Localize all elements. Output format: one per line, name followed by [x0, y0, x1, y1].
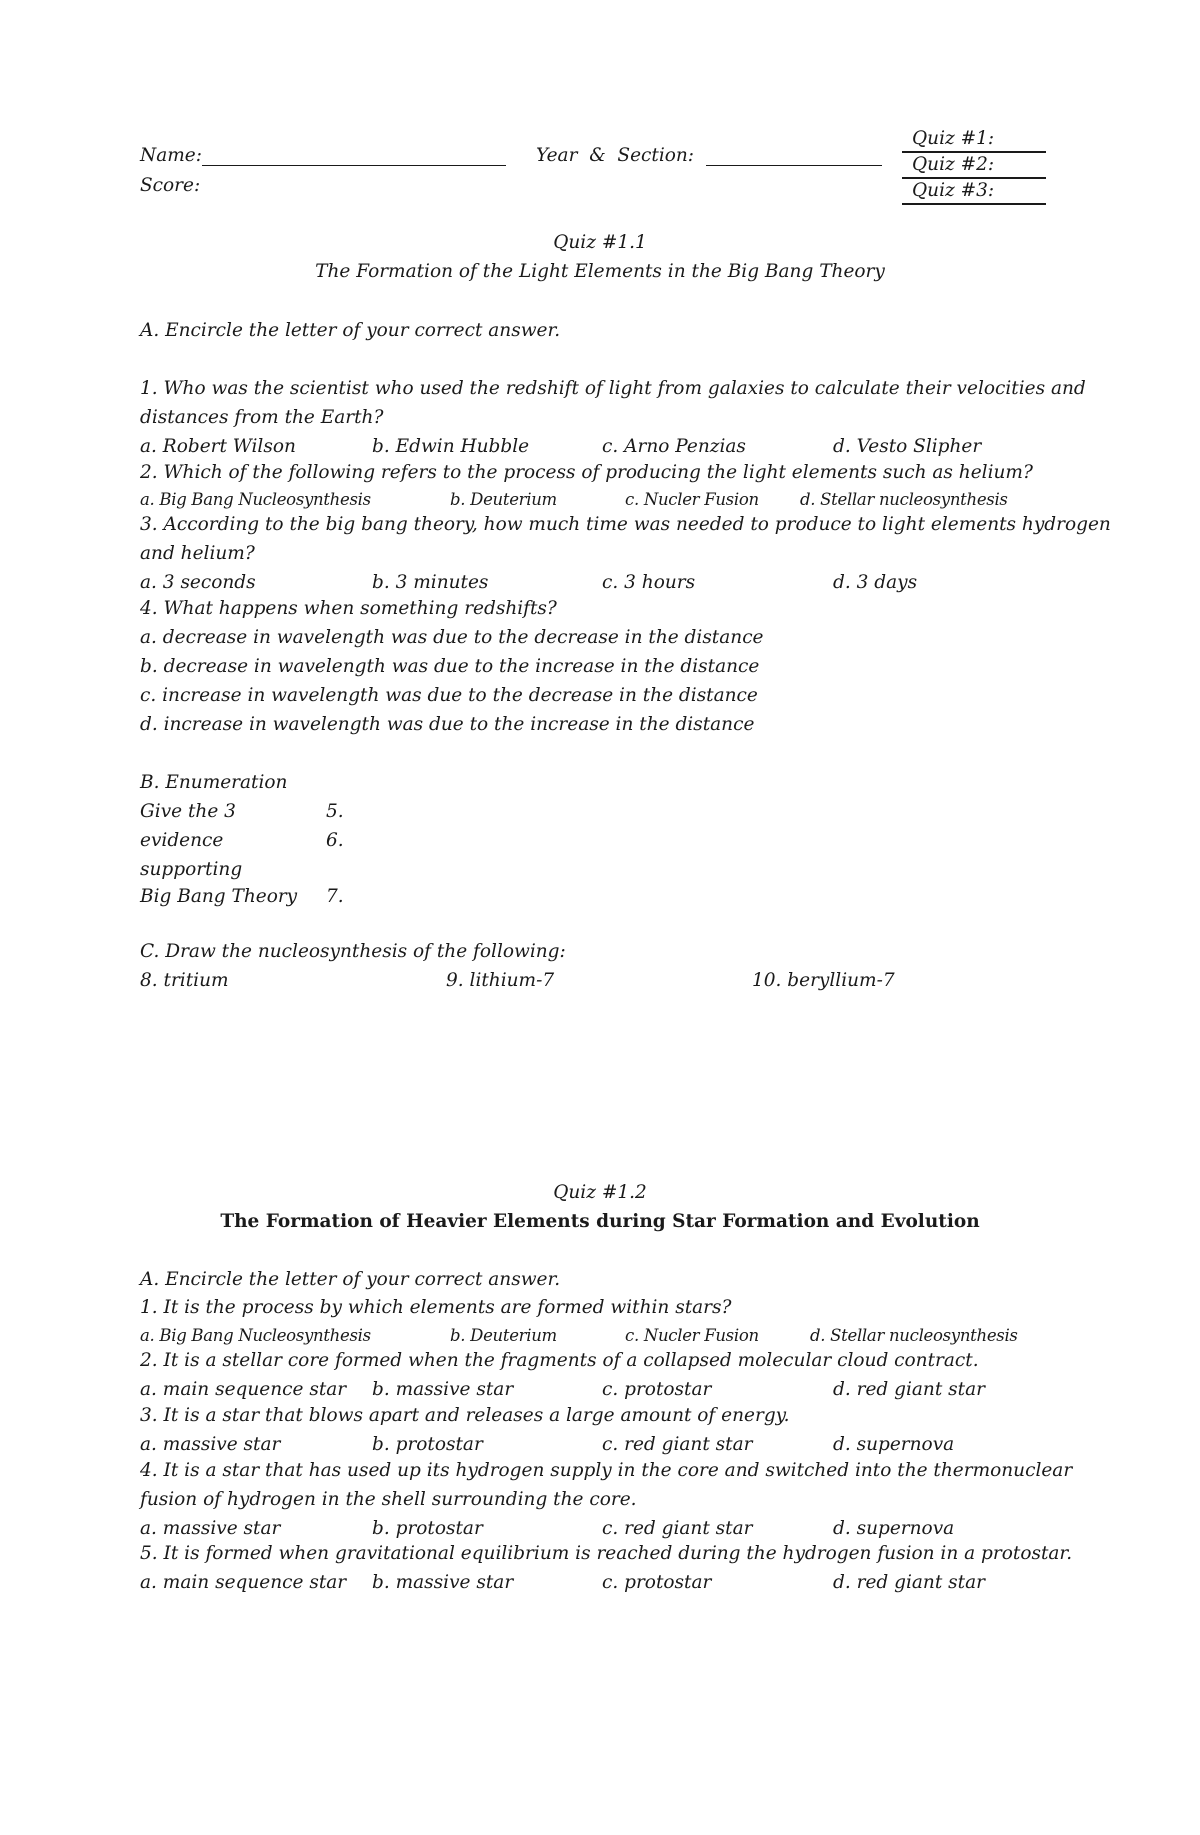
quiz1-score-box: Quiz #1: — [912, 128, 995, 149]
quiz3-score-box: Quiz #3: — [912, 180, 995, 201]
quiz3-score-line — [902, 203, 1046, 205]
quiz1-q2-choice: d. Stellar nucleosynthesis — [800, 490, 1008, 509]
name-label: Name: — [140, 145, 202, 166]
enum-label: Give the 3 — [140, 801, 236, 822]
enum-label: Big Bang Theory — [140, 886, 298, 907]
quiz2-q1-choice: a. Big Bang Nucleosynthesis — [140, 1326, 371, 1345]
quiz2-score-box: Quiz #2: — [912, 154, 995, 175]
quiz1-q4-choice: c. increase in wavelength was due to the decrease in the distance — [140, 685, 758, 706]
quiz2-title: Quiz #1.2 — [553, 1182, 647, 1203]
quiz2-q2-choice: a. main sequence star — [140, 1379, 347, 1400]
quiz1-q1-line1: 1. Who was the scientist who used the redshift of light from galaxies to calculate their velocities and — [140, 378, 1086, 399]
quiz2-q2: 2. It is a stellar core formed when the fragments of a collapsed molecular cloud contract. — [140, 1350, 979, 1371]
quiz2-section-a: A. Encircle the letter of your correct answer. — [140, 1269, 561, 1290]
quiz2-q3-choice: c. red giant star — [602, 1434, 753, 1455]
quiz2-q5-choice: c. protostar — [602, 1572, 712, 1593]
quiz2-q4-choice: b. protostar — [372, 1518, 483, 1539]
enum-number: 7. — [326, 886, 344, 907]
quiz1-q3-line2: and helium? — [140, 543, 255, 564]
score-label: Score: — [140, 175, 201, 196]
year-section-blank-line — [706, 165, 882, 166]
quiz2-q4-choice: c. red giant star — [602, 1518, 753, 1539]
quiz2-q4-line1: 4. It is a star that has used up its hydrogen supply in the core and switched into the thermonuclear — [140, 1460, 1073, 1481]
quiz1-title: Quiz #1.1 — [553, 232, 647, 253]
quiz1-q3-line1: 3. According to the big bang theory, how much time was needed to produce to light elements hydrogen — [140, 514, 1111, 535]
quiz1-q1-line2: distances from the Earth? — [140, 407, 384, 428]
draw-item: 10. beryllium-7 — [752, 970, 895, 991]
name-blank-line — [202, 165, 506, 166]
quiz1-q4-choice: b. decrease in wavelength was due to the increase in the distance — [140, 656, 760, 677]
quiz2-q1-choice: d. Stellar nucleosynthesis — [810, 1326, 1018, 1345]
quiz1-q4-choice: d. increase in wavelength was due to the increase in the distance — [140, 714, 755, 735]
quiz2-q1-choice: c. Nucler Fusion — [625, 1326, 759, 1345]
quiz2-q5-choice: a. main sequence star — [140, 1572, 347, 1593]
quiz1-section-c: C. Draw the nucleosynthesis of the following: — [140, 941, 566, 962]
quiz2-q3-choice: d. supernova — [833, 1434, 955, 1455]
quiz1-q3-choice: c. 3 hours — [602, 572, 696, 593]
draw-item: 8. tritium — [140, 970, 229, 991]
quiz2-q4-choice: a. massive star — [140, 1518, 281, 1539]
draw-item: 9. lithium-7 — [446, 970, 555, 991]
enum-label: evidence — [140, 830, 224, 851]
quiz1-q1-choice: d. Vesto Slipher — [833, 436, 982, 457]
quiz2-q2-choice: b. massive star — [372, 1379, 514, 1400]
quiz2-q4-line2: fusion of hydrogen in the shell surrounding the core. — [140, 1489, 637, 1510]
quiz2-q3: 3. It is a star that blows apart and releases a large amount of energy. — [140, 1405, 790, 1426]
quiz1-section-b: B. Enumeration — [140, 772, 288, 793]
quiz2-q1: 1. It is the process by which elements are formed within stars? — [140, 1297, 732, 1318]
quiz1-q4-choice: a. decrease in wavelength was due to the decrease in the distance — [140, 627, 764, 648]
quiz2-q3-choice: a. massive star — [140, 1434, 281, 1455]
quiz2-q5: 5. It is formed when gravitational equilibrium is reached during the hydrogen fusion in a protostar. — [140, 1543, 1073, 1564]
enum-label: supporting — [140, 859, 243, 880]
quiz2-q3-choice: b. protostar — [372, 1434, 483, 1455]
quiz1-q1-choice: a. Robert Wilson — [140, 436, 296, 457]
quiz1-q2: 2. Which of the following refers to the process of producing the light elements such as helium? — [140, 462, 1033, 483]
quiz1-q2-choice: c. Nucler Fusion — [625, 490, 759, 509]
quiz2-score-line — [902, 177, 1046, 179]
quiz1-q3-choice: b. 3 minutes — [372, 572, 489, 593]
quiz1-q2-choice: a. Big Bang Nucleosynthesis — [140, 490, 371, 509]
quiz2-q4-choice: d. supernova — [833, 1518, 955, 1539]
quiz2-q5-choice: d. red giant star — [833, 1572, 985, 1593]
quiz2-q2-choice: c. protostar — [602, 1379, 712, 1400]
quiz2-subtitle: The Formation of Heavier Elements during Star Formation and Evolution — [220, 1211, 980, 1232]
quiz2-q2-choice: d. red giant star — [833, 1379, 985, 1400]
enum-number: 6. — [326, 830, 344, 851]
quiz2-q1-choice: b. Deuterium — [450, 1326, 557, 1345]
quiz1-score-line — [902, 151, 1046, 153]
quiz2-q5-choice: b. massive star — [372, 1572, 514, 1593]
quiz1-q4: 4. What happens when something redshifts? — [140, 598, 557, 619]
enum-number: 5. — [326, 801, 344, 822]
quiz1-q3-choice: a. 3 seconds — [140, 572, 256, 593]
quiz1-q3-choice: d. 3 days — [833, 572, 918, 593]
quiz1-q2-choice: b. Deuterium — [450, 490, 557, 509]
quiz1-q1-choice: c. Arno Penzias — [602, 436, 746, 457]
quiz1-subtitle: The Formation of the Light Elements in the Big Bang Theory — [315, 261, 885, 282]
quiz1-section-a: A. Encircle the letter of your correct answer. — [140, 320, 561, 341]
quiz1-q1-choice: b. Edwin Hubble — [372, 436, 530, 457]
year-section-label: Year & Section: — [536, 145, 695, 166]
